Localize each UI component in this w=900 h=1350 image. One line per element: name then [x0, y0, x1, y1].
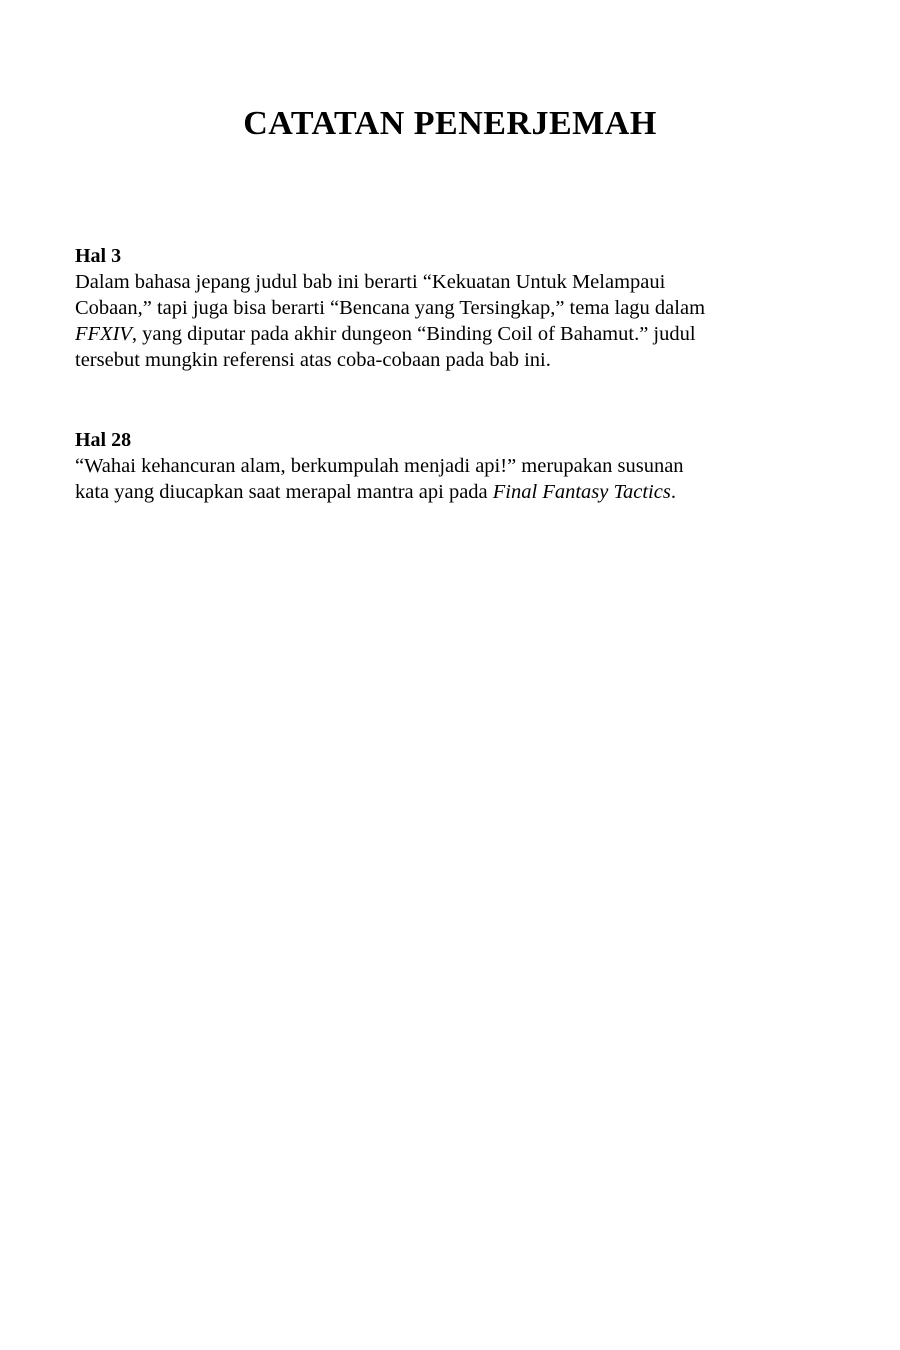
note-text: kata yang diucapkan saat merapal mantra api pada: [75, 481, 493, 503]
note-line: [75, 347, 855, 373]
note-text: , yang diputar pada akhir dungeon “Binding Coil of Bahamut.” judul: [131, 323, 696, 345]
translator-note-hal-3: [75, 243, 855, 373]
note-text: .: [670, 481, 676, 503]
note-text: Cobaan,” tapi juga bisa berarti “Bencana yang Tersingkap,” tema lagu dalam: [75, 297, 706, 319]
note-heading: Hal 3: [75, 245, 122, 267]
note-text: Dalam bahasa jepang judul bab ini berarti “Kekuatan Untuk Melampaui: [75, 271, 666, 293]
note-line: [75, 453, 855, 479]
note-text: tersebut mungkin referensi atas coba-cobaan pada bab ini.: [75, 349, 551, 371]
note-body: [75, 453, 855, 505]
note-line: [75, 269, 855, 295]
note-heading: Hal 28: [75, 429, 132, 451]
page-title: CATATAN PENERJEMAH: [243, 105, 657, 142]
note-title-reference: Final Fantasy Tactics: [492, 481, 671, 503]
note-line: [75, 321, 855, 347]
note-title-reference: FFXIV: [75, 323, 132, 345]
note-line: [75, 295, 855, 321]
note-line: [75, 479, 855, 505]
note-body: [75, 269, 855, 373]
note-text: “Wahai kehancuran alam, berkumpulah menjadi api!” merupakan susunan: [75, 455, 684, 477]
translator-note-hal-28: [75, 427, 855, 505]
